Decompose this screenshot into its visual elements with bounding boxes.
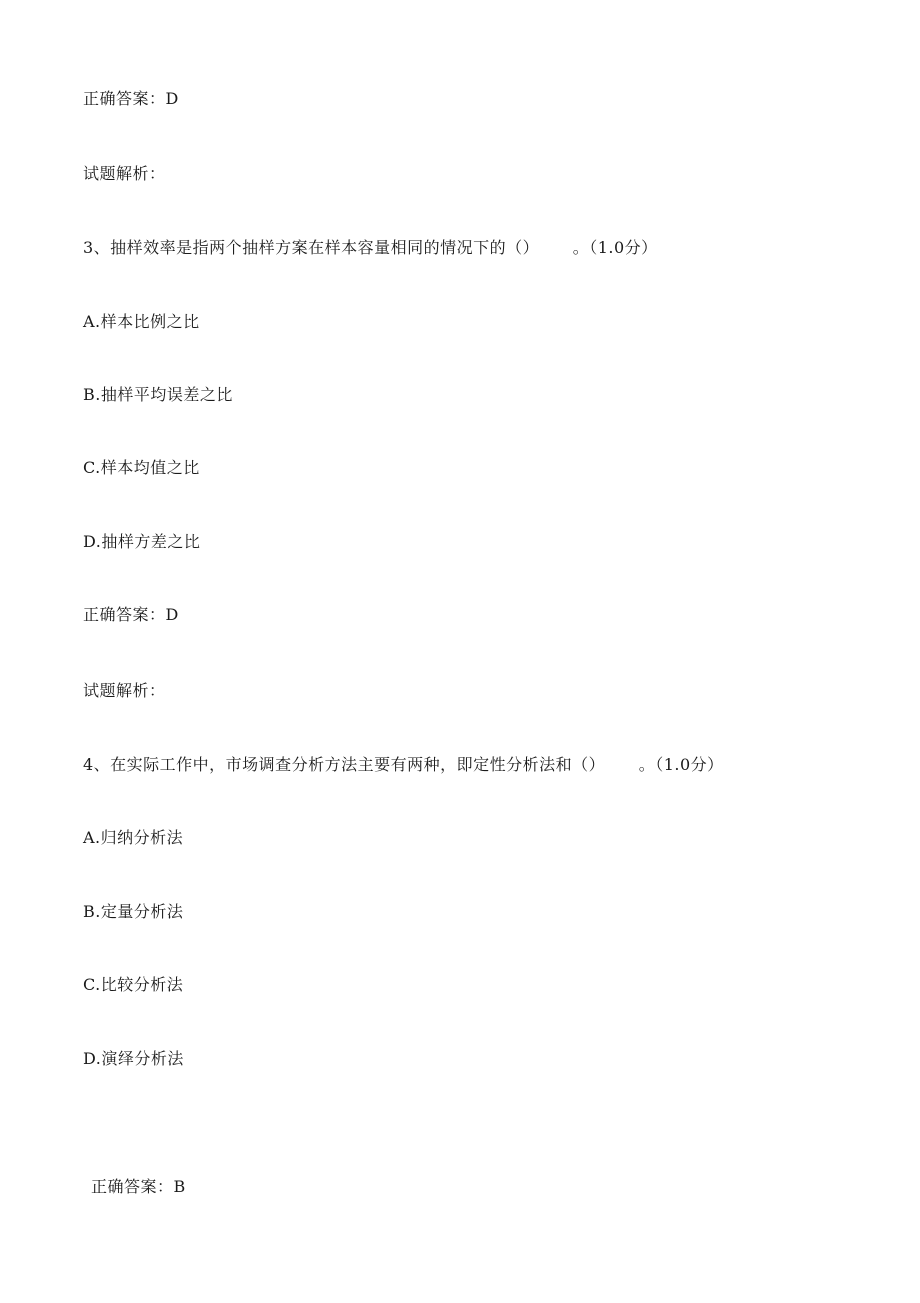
question-4-option-a: A.归纳分析法 (83, 828, 184, 847)
previous-analysis-label: 试题解析： (83, 164, 166, 183)
question-3-option-d: D.抽样方差之比 (83, 532, 201, 551)
question-4-text: 4、在实际工作中，市场调查分析方法主要有两种，即定性分析法和（） 。（1.0分） (83, 755, 724, 774)
question-3-analysis-label: 试题解析： (83, 681, 166, 700)
previous-correct-answer: 正确答案：D (83, 89, 179, 108)
question-3-correct-answer: 正确答案：D (83, 605, 179, 624)
question-3-option-c: C.样本均值之比 (83, 458, 200, 477)
question-4-option-c: C.比较分析法 (83, 975, 184, 994)
question-4-correct-answer: 正确答案：B (91, 1177, 186, 1196)
question-3-text: 3、抽样效率是指两个抽样方案在样本容量相同的情况下的（） 。（1.0分） (83, 238, 658, 257)
question-3-option-b: B.抽样平均误差之比 (83, 385, 233, 404)
question-4-option-d: D.演绎分析法 (83, 1049, 184, 1068)
question-3-option-a: A.样本比例之比 (83, 312, 200, 331)
question-4-option-b: B.定量分析法 (83, 902, 184, 921)
